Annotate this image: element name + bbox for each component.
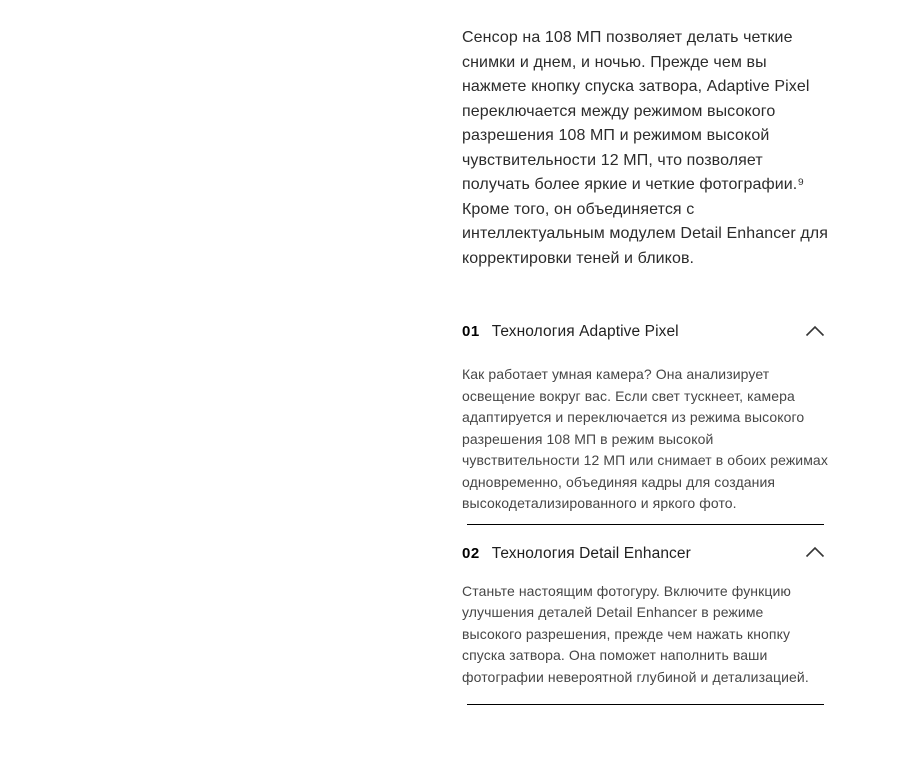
accordion-header-detail-enhancer[interactable] (462, 544, 825, 564)
accordion-item-detail-enhancer (462, 544, 825, 706)
accordion-body-detail-enhancer: Станьте настоящим фотогуру. Включите функцию улучшения деталей Detail Enhancer в режиме высокого разрешения, прежде чем нажать кнопку спуска затвора. Она поможет наполнить ваши фотографии невероятной глубиной и детализацией. (462, 582, 809, 685)
divider (467, 524, 824, 525)
accordion-header-adaptive-pixel[interactable] (462, 322, 825, 342)
product-feature-section (462, 0, 828, 705)
accordion-item-number: 01 (462, 323, 480, 340)
collapse-button[interactable] (803, 546, 825, 562)
accordion-item-adaptive-pixel (462, 322, 828, 525)
chevron-up-icon (805, 546, 825, 561)
accordion-item-number: 02 (462, 544, 480, 562)
accordion-item-title: Технология Detail Enhancer (491, 544, 691, 562)
accordion (462, 322, 828, 705)
accordion-body-adaptive-pixel: Как работает умная камера? Она анализирует освещение вокруг вас. Если свет тускнеет, камера адаптируется и переключается из режима высокого разрешения 108 МП в режим высокой чувствительности 12 МП или снимает в обоих режимах одновременно, объединяя кадры для создания высокодетализированного и яркого фото. (462, 366, 828, 511)
divider (467, 704, 824, 705)
chevron-up-icon (805, 325, 825, 340)
accordion-item-title: Технология Adaptive Pixel (491, 323, 679, 340)
collapse-button[interactable] (803, 324, 825, 340)
feature-description-paragraph: Сенсор на 108 МП позволяет делать четкие снимки и днем, и ночью. Прежде чем вы нажмете кнопку спуска затвора, Adaptive Pixel переключается между режимом высокого разрешения 108 МП и режимом высокой чувствительности 12 МП, что позволяет получать более яркие и четкие фотографии.⁹ Кроме того, он объединяется с интеллектуальным модулем Detail Enhancer для корректировки теней и бликов. (462, 29, 828, 267)
